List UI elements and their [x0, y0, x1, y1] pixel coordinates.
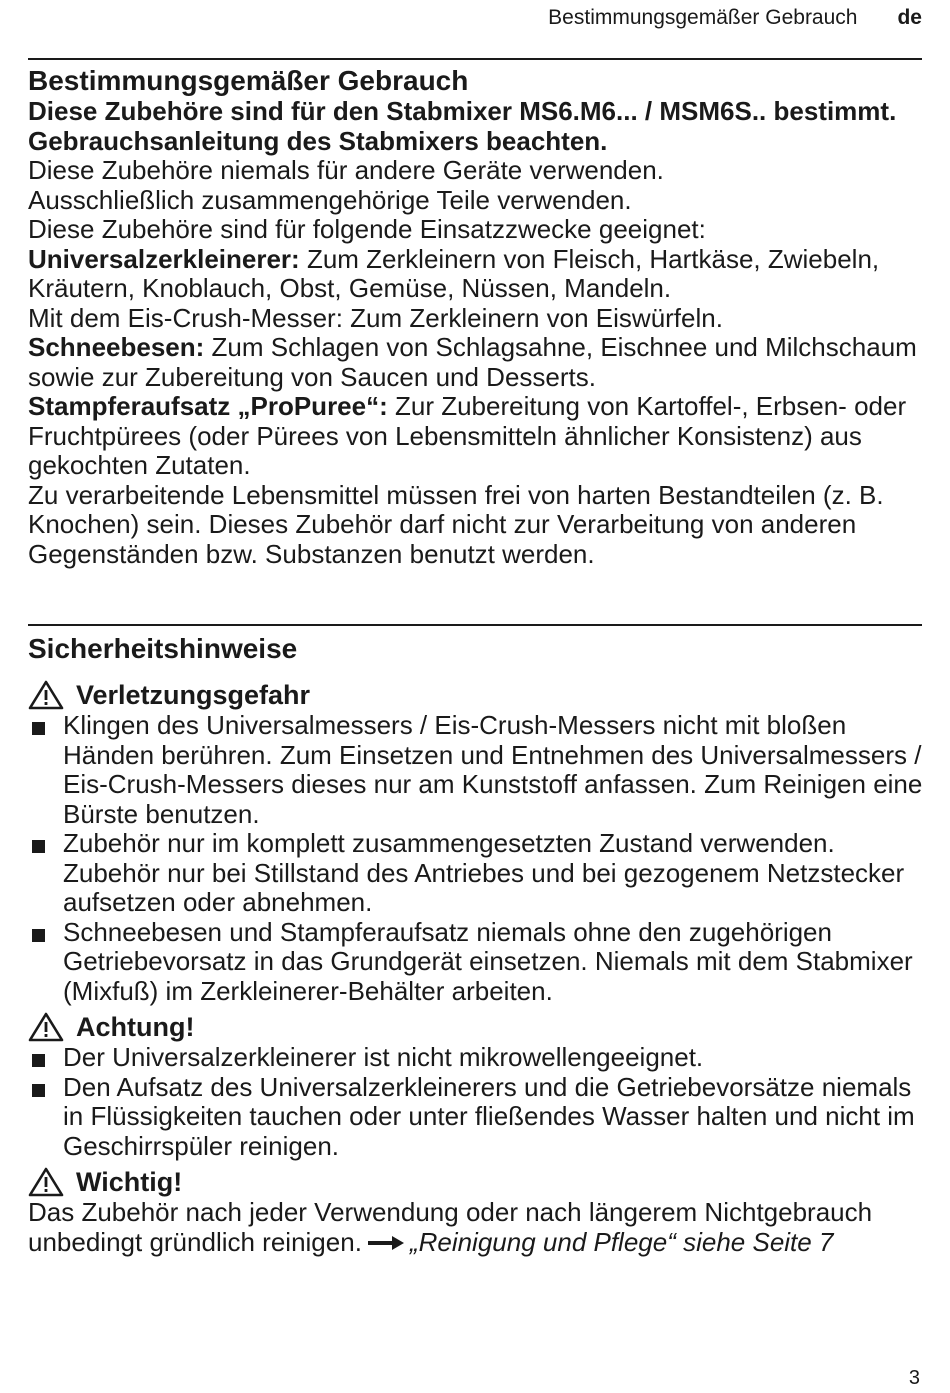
injury-warning-heading	[28, 679, 924, 711]
important-heading	[28, 1166, 924, 1198]
header-rule	[28, 58, 922, 60]
list-item: Zubehör nur im komplett zusammengesetzten Zustand verwenden. Zubehör nur bei Stillstand des Antriebes und bei gezogenem Netzstecker aufsetzen oder abnehmen.	[28, 829, 924, 918]
warning-triangle-icon	[28, 680, 64, 710]
use-item-masher	[28, 392, 924, 481]
arrow-right-icon	[366, 1233, 406, 1253]
use-item-label: Schneebesen:	[28, 332, 205, 362]
running-header	[28, 6, 922, 32]
header-section-title: Bestimmungsgemäßer Gebrauch	[548, 6, 858, 29]
header-language: de	[897, 6, 922, 29]
injury-warning-list	[28, 711, 924, 1006]
use-item-label: Universalzerkleinerer:	[28, 243, 300, 274]
intended-use-line: Ausschließlich zusammengehörige Teile verwenden.	[28, 184, 632, 215]
list-item: Den Aufsatz des Universalzerkleinerers und die Getriebevorsätze niemals in Flüssigkeiten tauchen oder unter fließendes Wasser halten und nicht im Geschirrspüler reinigen.	[28, 1073, 924, 1162]
list-item: Der Universalzerkleinerer ist nicht mikrowellengeeignet.	[28, 1043, 924, 1073]
page-number: 3	[908, 1367, 920, 1389]
important-body: Das Zubehör nach jeder Verwendung oder nach längerem Nichtgebrauch unbedingt gründlich reinigen.	[28, 1197, 873, 1257]
caution-title: Achtung!	[76, 1012, 195, 1042]
intended-use-line: Diese Zubehöre sind für folgende Einsatzzwecke geeignet:	[28, 214, 706, 244]
intended-use-intro: Diese Zubehöre sind für den Stabmixer MS6.M6... / MSM6S.. bestimmt. Gebrauchsanleitung des Stabmixers beachten.	[28, 96, 897, 156]
use-item-whisk	[28, 333, 924, 392]
caution-heading	[28, 1011, 924, 1043]
important-title: Wichtig!	[76, 1167, 183, 1197]
warning-triangle-icon	[28, 1012, 64, 1042]
use-item-text: Zum Schlagen von Schlagsahne, Eischnee und Milchschaum sowie zur Zubereitung von Saucen und Desserts.	[28, 332, 917, 392]
list-item: Schneebesen und Stampferaufsatz niemals ohne den zugehörigen Getriebevorsatz in das Grundgerät einsetzen. Niemals mit dem Stabmixer (Mixfuß) im Zerkleinerer-Behälter arbeiten.	[28, 918, 924, 1007]
use-item-text: Zum Zerkleinern von Fleisch, Hartkäse, Zwiebeln, Kräutern, Knoblauch, Obst, Gemüse, Nüssen, Mandeln.	[28, 243, 880, 303]
use-item-universal-chopper	[28, 245, 924, 304]
use-item-text: Zur Zubereitung von Kartoffel-, Erbsen- oder Fruchtpürees (oder Pürees von Lebensmitteln ähnlicher Konsistenz) aus gekochten Zutaten.	[28, 391, 907, 480]
injury-warning-title: Verletzungsgefahr	[76, 680, 311, 710]
list-item: Klingen des Universalmessers / Eis-Crush-Messers nicht mit bloßen Händen berühren. Zum Einsetzen und Entnehmen des Universalmessers / Eis-Crush-Messers dieses nur am Kunststoff anfassen. Zum Reinigen eine Bürste benutzen.	[28, 711, 924, 829]
intended-use-section	[28, 64, 924, 569]
caution-list	[28, 1043, 924, 1161]
intended-use-closing: Zu verarbeitende Lebensmittel müssen frei von harten Bestandteilen (z. B. Knochen) sein. Dieses Zubehör darf nicht zur Verarbeitung von anderen Gegenständen bzw. Substanzen benutzt werden.	[28, 479, 884, 569]
section-rule	[28, 624, 922, 626]
important-text	[28, 1198, 924, 1257]
intended-use-line: Diese Zubehöre niemals für andere Geräte verwenden.	[28, 155, 664, 185]
intended-use-heading: Bestimmungsgemäßer Gebrauch	[28, 65, 469, 96]
warning-triangle-icon	[28, 1167, 64, 1197]
cross-reference-link[interactable]: „Reinigung und Pflege“ siehe Seite 7	[409, 1226, 834, 1257]
use-item-ice-crush: Mit dem Eis-Crush-Messer: Zum Zerkleinern von Eiswürfeln.	[28, 302, 723, 333]
safety-heading: Sicherheitshinweise	[28, 633, 298, 664]
use-item-label: Stampferaufsatz „ProPuree“:	[28, 391, 388, 421]
safety-section	[28, 632, 924, 1257]
